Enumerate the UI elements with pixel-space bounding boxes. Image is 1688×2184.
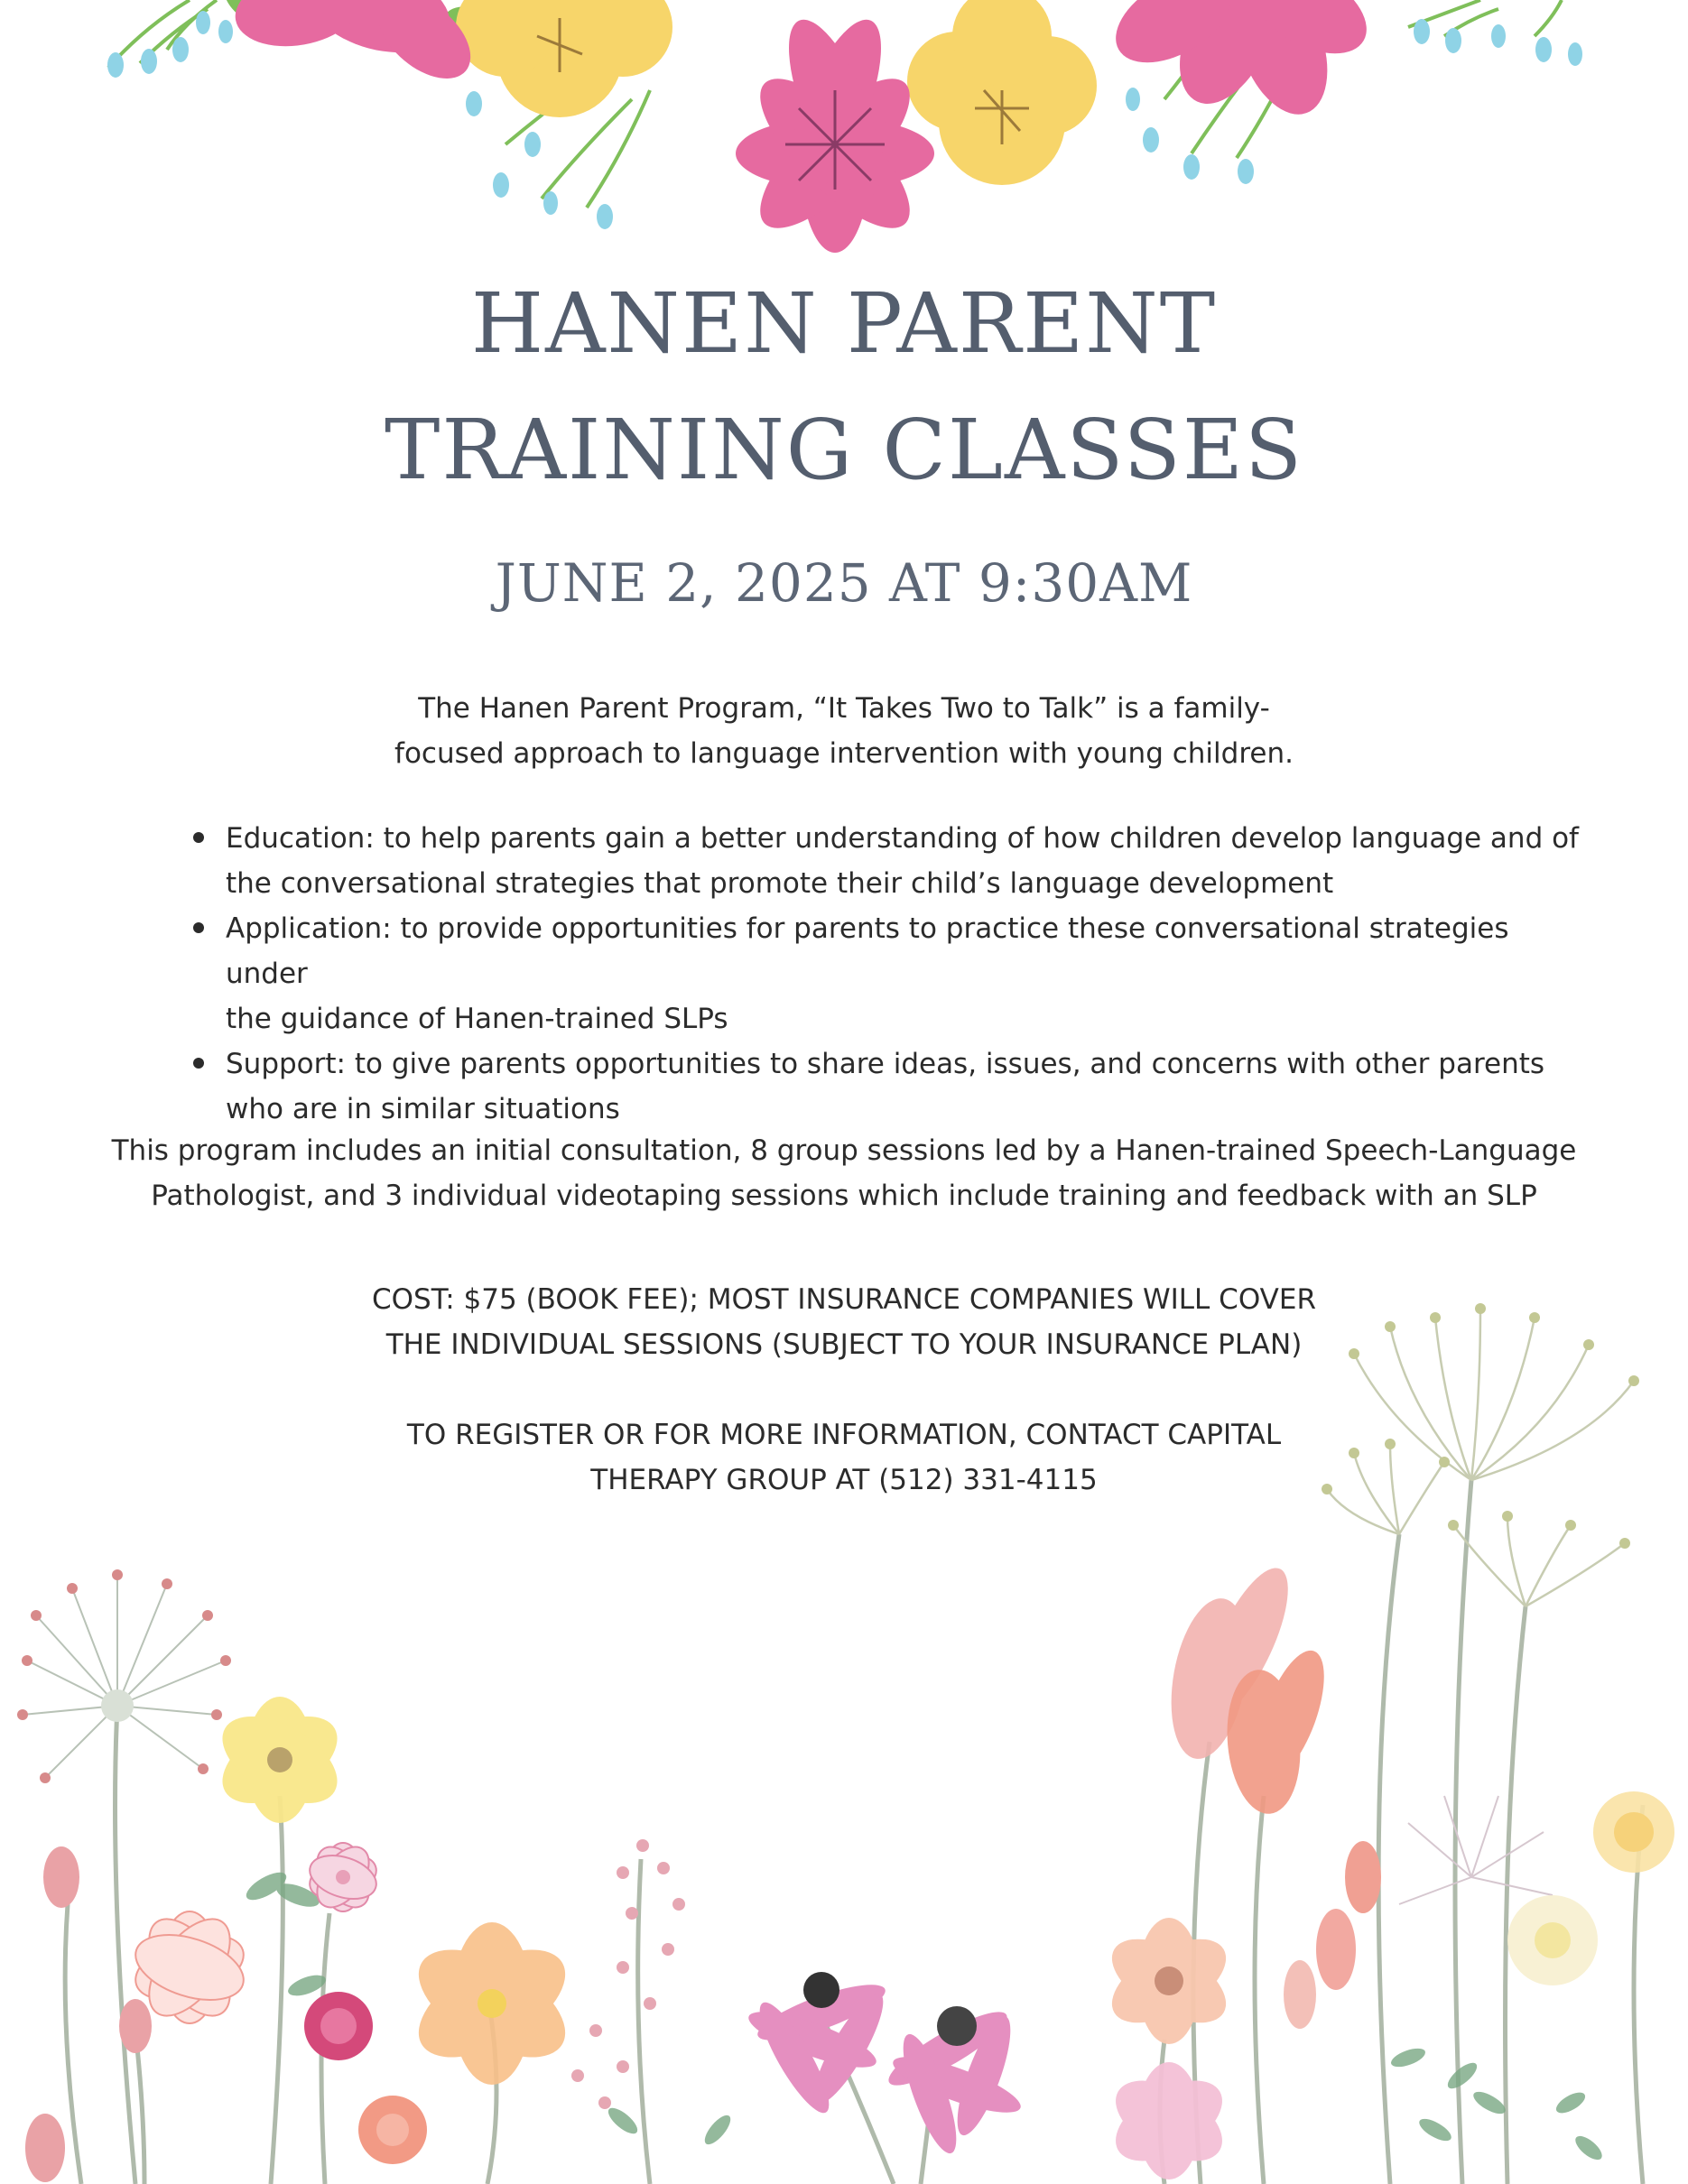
page-title-line-1: HANEN PARENT [470, 275, 1218, 372]
program-description [0, 1128, 1688, 1218]
page-title-line-2: TRAINING CLASSES [384, 402, 1304, 498]
list-item-text: the guidance of Hanen-trained SLPs [226, 1003, 728, 1035]
bullet-dot-icon [193, 832, 204, 843]
registration-contact [0, 1412, 1688, 1503]
list-item-text: who are in similar situations [226, 1093, 620, 1125]
list-item-text: Application: to provide opportunities for parents to practice these conversational strategies under [226, 912, 1509, 990]
event-date: JUNE 2, 2025 AT 9:30AM [495, 552, 1193, 614]
register-line: TO REGISTER OR FOR MORE INFORMATION, CONTACT CAPITAL [406, 1419, 1282, 1451]
list-item-text: Support: to give parents opportunities to share ideas, issues, and concerns with other parents [226, 1048, 1545, 1080]
bullet-dot-icon [193, 1058, 204, 1069]
cost-info [0, 1277, 1688, 1367]
list-item-text: the conversational strategies that promote their child’s language development [226, 867, 1334, 900]
list-item-education [226, 816, 1598, 906]
goals-list [191, 816, 1598, 1132]
cost-line: THE INDIVIDUAL SESSIONS (SUBJECT TO YOUR INSURANCE PLAN) [385, 1328, 1303, 1361]
intro-line: The Hanen Parent Program, “It Takes Two to Talk” is a family- [418, 692, 1270, 725]
register-line: THERAPY GROUP AT (512) 331-4115 [590, 1464, 1098, 1496]
list-item-text: Education: to help parents gain a better understanding of how children develop language and of [226, 822, 1579, 855]
intro-line: focused approach to language intervention with young children. [394, 737, 1294, 770]
program-line: Pathologist, and 3 individual videotaping sessions which include training and feedback with an SLP [151, 1180, 1537, 1212]
list-item-application [226, 906, 1598, 1041]
list-item-support [226, 1041, 1598, 1132]
bullet-dot-icon [193, 922, 204, 933]
cost-line: COST: $75 (BOOK FEE); MOST INSURANCE COMPANIES WILL COVER [371, 1283, 1317, 1316]
program-line: This program includes an initial consultation, 8 group sessions led by a Hanen-trained Speech-Language [111, 1134, 1577, 1167]
intro-paragraph [0, 686, 1688, 776]
